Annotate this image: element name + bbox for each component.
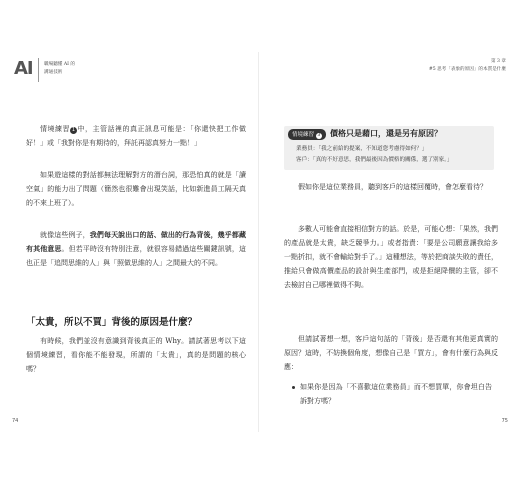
scenario-tag (288, 129, 326, 140)
section-heading: 「太貴，所以不買」背後的原因是什麼？ (26, 317, 198, 328)
left-page (8, 52, 256, 432)
scenario-number-badge: 1 (71, 127, 76, 133)
paragraph-r2: 多數人可能會直接相信對方的話。於是，可能心想：「果然，我們的產品就是太貴，缺乏競爭力。」或者指責：「要是公司願意讓我給多一點折扣，就不會輸給對手了。」這種想法，等於把商談失敗的責任，推給只會做高價產品的設計與生產部門，或是拒絕降價的主管，卻不去檢討自己哪裡做得不夠。 (284, 225, 498, 289)
scenario-tag-number: 3 (317, 133, 321, 138)
paragraph-1 (26, 122, 246, 150)
paragraph-4: 有時候，我們並沒有意識到背後真正的 Why。請試著思考以下這個情境練習，看你能不能發現，所謂的「太貴」，真的是問題的核心嗎？ (26, 337, 246, 373)
para3-emphasis: 我們每天說出口的話、做出的行為背後，幾乎都藏有其他意思 (26, 230, 246, 253)
paragraph-2: 如果遊這樣的對話都無法理解對方的潛台詞，那恐怕真的就是「讀空氣」的能力出了問題（簡然也很難會出現笑話，比如新進員工隔天真的不來上班了）。 (26, 171, 246, 207)
right-header (429, 58, 506, 74)
chapter-label: 第 3 章 (490, 59, 506, 64)
right-page (264, 52, 512, 432)
book-logo: AI (14, 58, 33, 79)
book-title-line1: 職場聽懂 AI 的 (44, 62, 76, 67)
book-gutter (258, 52, 259, 432)
section-label: #5 思考「表象的原因」的本質是什麼 (428, 67, 506, 72)
paragraph-3 (26, 228, 246, 270)
para1-text: 中，主管話裡的真正訊息可能是：「你還快把工作做好！」或「我對你是有期待的，拜託再認真努力一點！」 (26, 125, 246, 147)
header-divider (38, 58, 39, 82)
bullet-item: 如果你是因為「不喜歡這位業務員」而不想買單，你會坦白告訴對方嗎？ (300, 383, 492, 405)
dialogue-line-2: 客戶：「真的不好意思，我們最後因為價格的關係，選了別家。」 (296, 157, 453, 163)
paragraph-r1: 假如你是這位業務員，聽到客戶的這樣回覆時，會怎麼看待？ (298, 183, 487, 191)
page-number-right: 75 (501, 418, 508, 424)
scenario-title: 價格只是藉口，還是另有原因？ (330, 129, 442, 138)
para3-c: 。但若平時沒有特別注意，就很容易錯過這些關鍵訊號，這也正是「追問思維的人」與「照做思維的人」之間最大的不同。 (26, 245, 246, 267)
para1-prefix: 情境練習 (40, 125, 70, 133)
bullet-dot (292, 386, 295, 389)
paragraph-r3: 但請試著想一想，客戶這句話的「背後」是否還有其他更真實的原因？這時，不妨換個角度，想像自己是「買方」，會有什麼行為與反應： (284, 335, 498, 371)
scenario-tag-label: 情境練習 (292, 132, 315, 138)
para3-a: 就像這些例子， (40, 231, 90, 239)
page-number-left: 74 (12, 418, 19, 424)
dialogue-line-1: 業務員：「我之前給的提案，不知道您考慮得如何？」 (296, 146, 428, 152)
book-title-line2: 溝通技術 (44, 70, 63, 75)
scenario-box (284, 126, 494, 170)
